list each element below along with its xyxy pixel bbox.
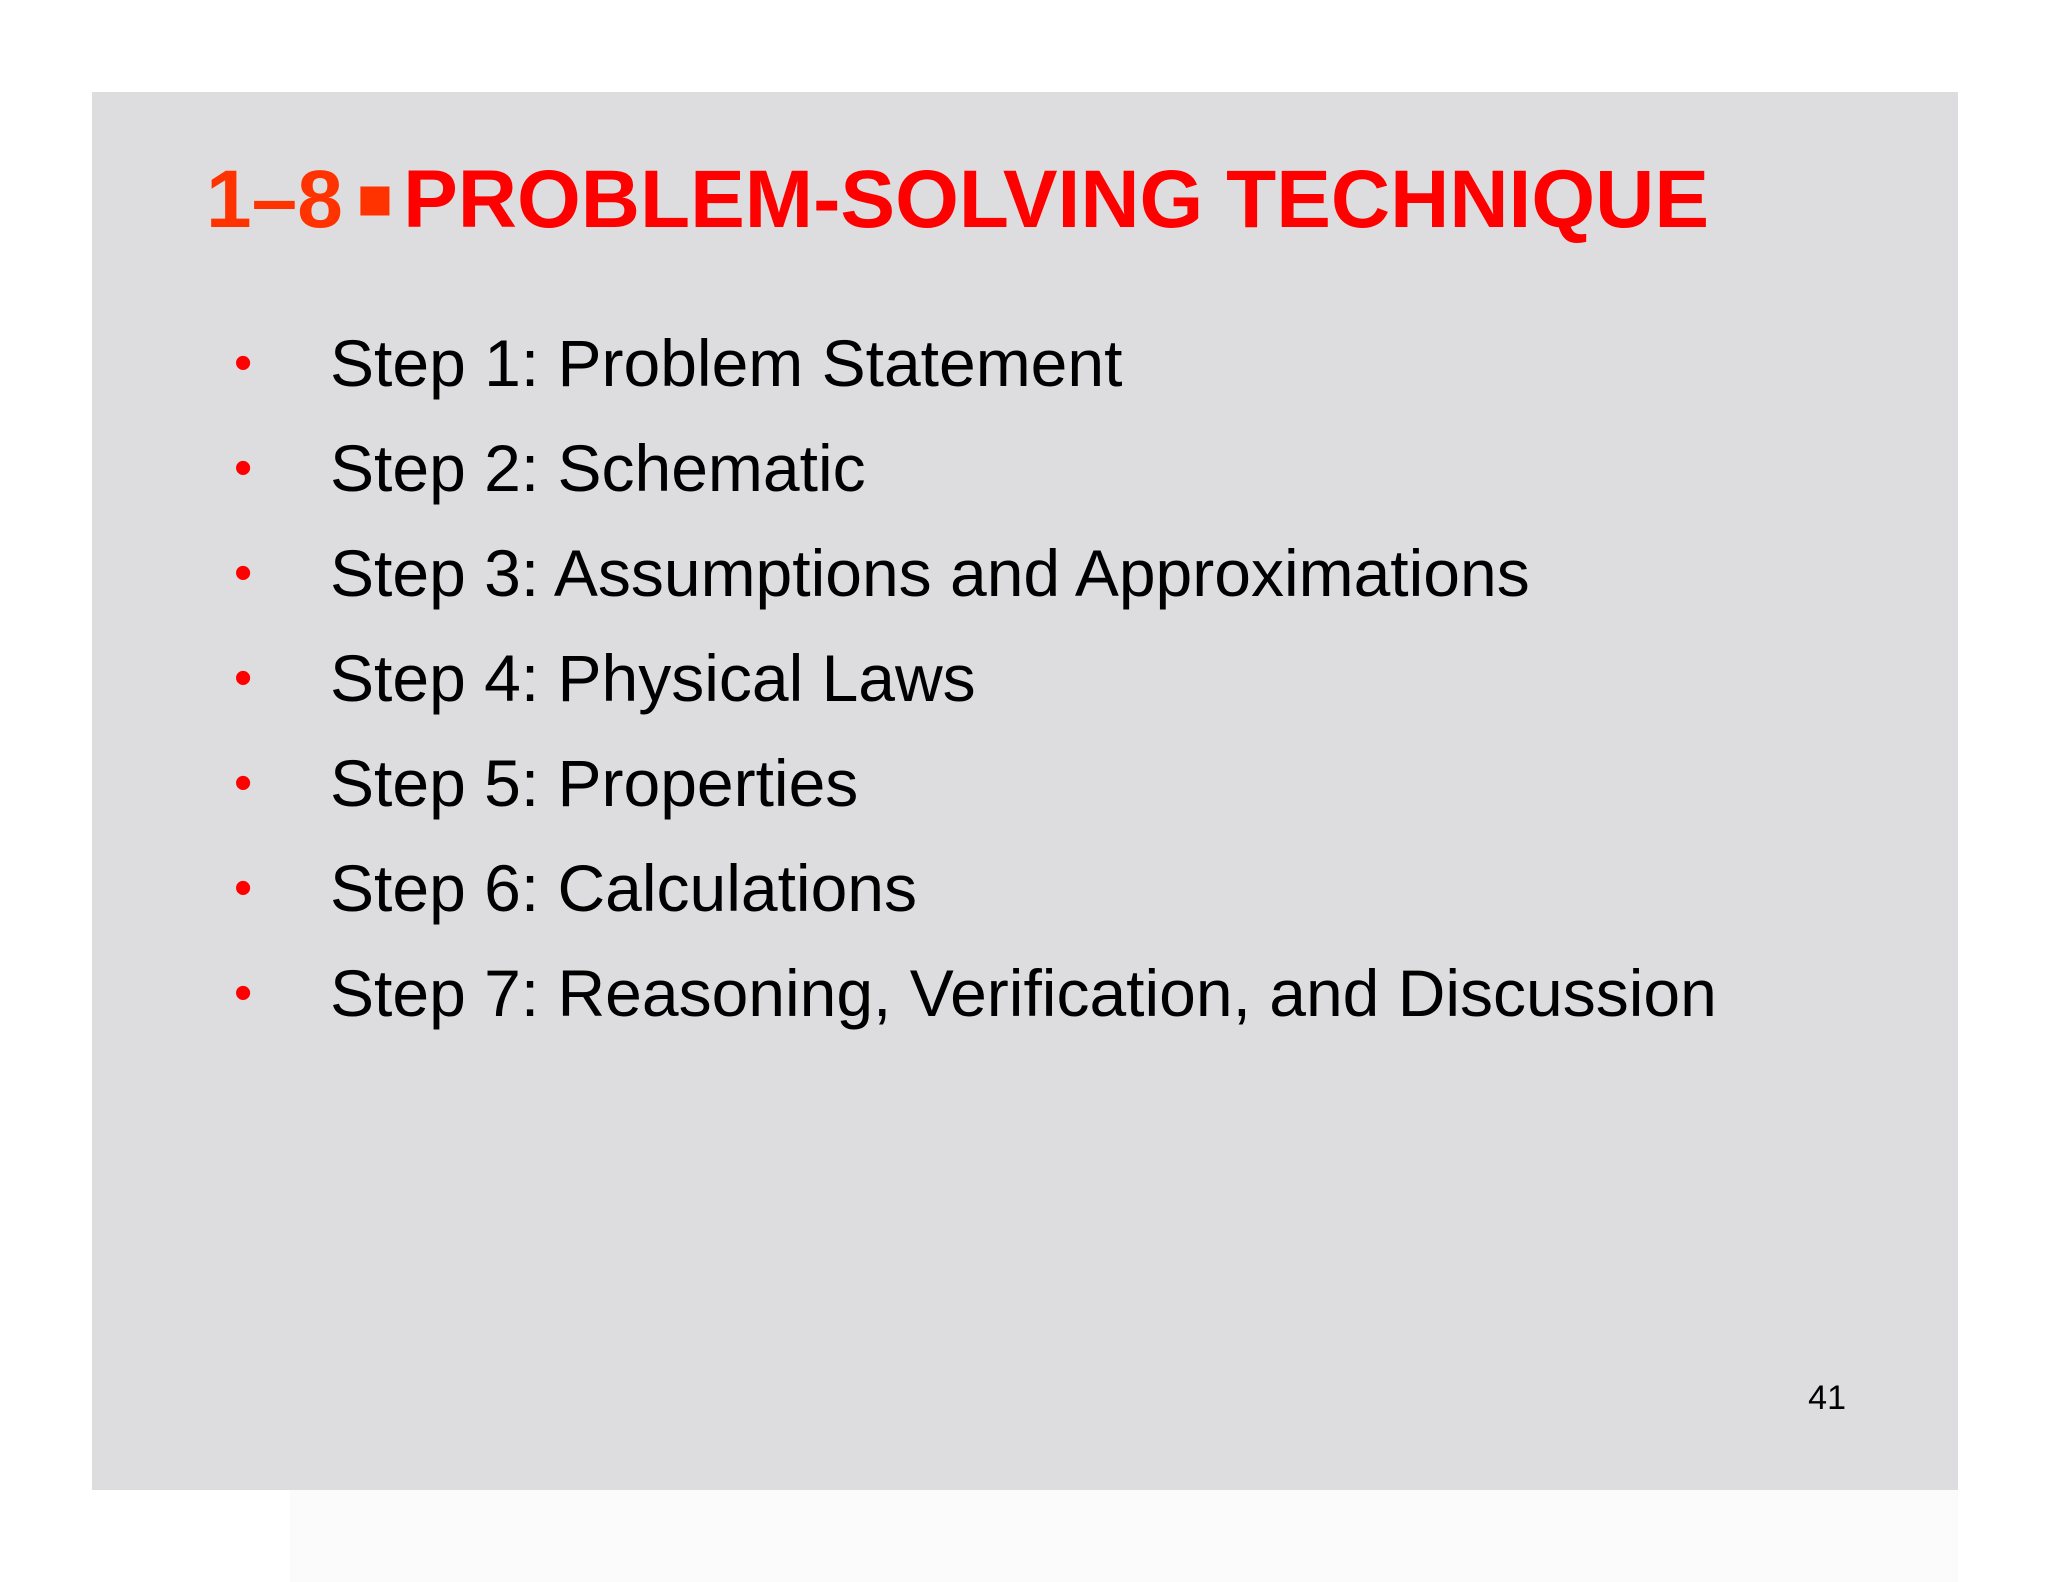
bullet-icon: •	[234, 648, 253, 707]
bullet-icon: •	[234, 543, 253, 602]
title-text: PROBLEM-SOLVING TECHNIQUE	[403, 154, 1710, 245]
step-text: Step 2: Schematic	[330, 430, 866, 505]
step-text: Step 1: Problem Statement	[330, 325, 1123, 400]
slide-title	[206, 150, 1709, 257]
bullet-icon: •	[234, 333, 253, 392]
section-number: 1–8	[206, 154, 343, 245]
step-item	[232, 520, 1717, 625]
square-separator-icon: ■	[356, 165, 394, 232]
steps-list	[232, 310, 1717, 1045]
slide	[92, 92, 1958, 1490]
step-item	[232, 625, 1717, 730]
step-item	[232, 835, 1717, 940]
step-text: Step 3: Assumptions and Approximations	[330, 535, 1530, 610]
bullet-icon: •	[234, 858, 253, 917]
step-item	[232, 940, 1717, 1045]
bullet-icon: •	[234, 438, 253, 497]
step-text: Step 7: Reasoning, Verification, and Discussion	[330, 955, 1717, 1030]
slide-shadow	[290, 1490, 1958, 1582]
step-item	[232, 730, 1717, 835]
step-text: Step 5: Properties	[330, 745, 859, 820]
bullet-icon: •	[234, 753, 253, 812]
bullet-icon: •	[234, 963, 253, 1022]
page-number: 41	[1808, 1379, 1846, 1417]
step-text: Step 6: Calculations	[330, 850, 918, 925]
step-text: Step 4: Physical Laws	[330, 640, 976, 715]
step-item	[232, 415, 1717, 520]
step-item	[232, 310, 1717, 415]
